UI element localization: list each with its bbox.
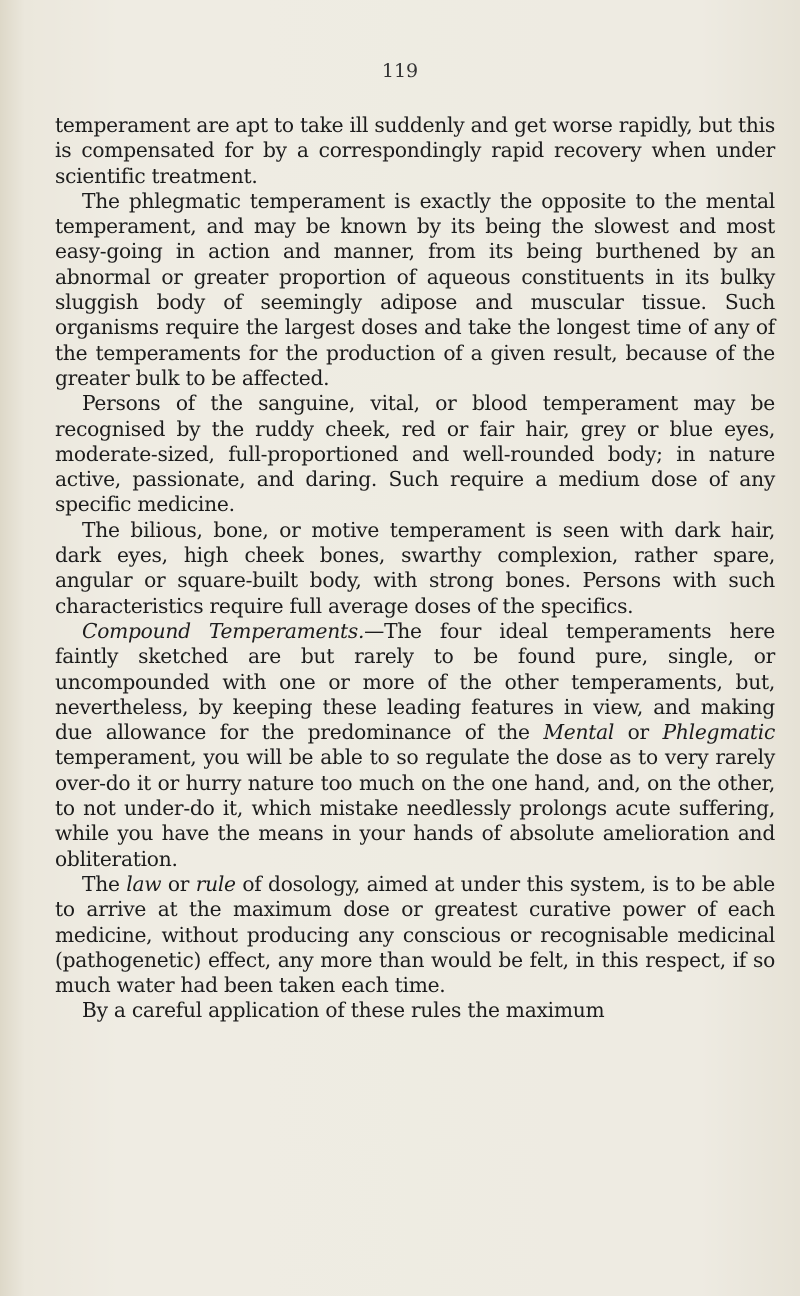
- paragraph-text: of dosology, aimed at under this system, is to be able to arrive at the maximum dose or greatest curative power of each medicine, without producing any conscious or recognisable medicinal (pathogenetic) effect, any more than would be felt, in this respect, if so much water had been taken each time.: [55, 871, 776, 998]
- paragraph-continuation: temperament are apt to take ill suddenly and get worse rapidly, but this is compensated for by a correspondingly rapid recovery when under scientific treatment.: [55, 113, 775, 188]
- paragraph-bilious: The bilious, bone, or motive temperament is seen with dark hair, dark eyes, high cheek bones, swarthy complexion, rather spare, angular or square-built body, with strong bones. Persons with such characteristics require full average doses of the specifics.: [55, 517, 775, 618]
- body-text: [55, 113, 775, 1024]
- emphasis-law: law: [126, 871, 162, 896]
- section-heading: Compound Temperaments.: [82, 618, 365, 643]
- emphasis-rule: rule: [195, 871, 236, 896]
- paragraph-text: temperament, you will be able to so regulate the dose as to very rarely over-do it or hurry nature too much on the one hand, and, on the other, to not under-do it, which mistake needlessly prolongs acute suffering, while you have the means in your hands of absolute amelioration and obliteration.: [55, 745, 775, 871]
- paragraph-phlegmatic: The phlegmatic temperament is exactly the opposite to the mental temperament, and may be known by its being the slowest and most easy-going in action and manner, from its being burthened by an abnormal or greater proportion of aqueous constituents in its bulky sluggish body of seemingly adipose and muscular tissue. Such organisms require the largest doses and take the longest time of any of the temperaments for the production of a given result, because of the greater bulk to be affected.: [55, 188, 775, 390]
- emphasis-phlegmatic: Phlegmatic: [662, 720, 776, 745]
- page-number: 119: [381, 60, 419, 82]
- paragraph-law-of-dosology: [55, 872, 775, 998]
- paragraph-text: or: [614, 720, 663, 745]
- paragraph-text: or: [161, 871, 196, 896]
- paragraph-sanguine: Persons of the sanguine, vital, or blood temperament may be recognised by the ruddy cheek, red or fair hair, grey or blue eyes, moderate-sized, full-proportioned and well-rounded body; in nature active, passionate, and daring. Such require a medium dose of any specific medicine.: [55, 391, 775, 517]
- paragraph-text: The: [82, 871, 127, 896]
- emphasis-mental: Mental: [543, 720, 615, 745]
- paragraph-text: —The four ideal temperaments here faintly sketched are but rarely to be found pure, single, or uncompounded with one or more of the other temperaments, but, nevertheless, by keeping these leading features in view, and making due allowance for the predominance of the: [55, 618, 775, 745]
- paragraph-compound-temperaments: [55, 619, 775, 872]
- paragraph-careful-application: By a careful application of these rules the maximum: [82, 998, 605, 1023]
